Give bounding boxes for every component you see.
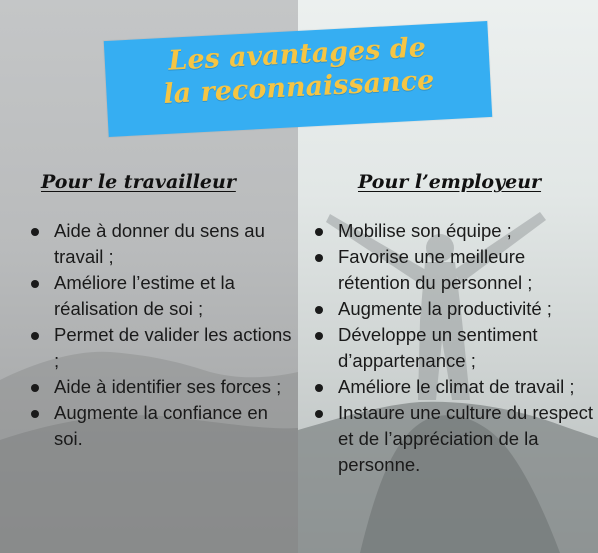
worker-benefits-list: [26, 218, 292, 452]
list-item: Améliore l’estime et la réalisation de soi ;: [26, 270, 292, 322]
list-item: Permet de valider les actions ;: [26, 322, 292, 374]
banner-title-line-2: la reconnaissance: [162, 64, 436, 111]
list-item: Augmente la productivité ;: [310, 296, 596, 322]
list-item: Mobilise son équipe ;: [310, 218, 596, 244]
banner-title-line-1: Les avantages de: [167, 32, 427, 77]
list-item: Développe un sentiment d’appartenance ;: [310, 322, 596, 374]
list-item: Aide à identifier ses forces ;: [26, 374, 292, 400]
list-item: Aide à donner du sens au travail ;: [26, 218, 292, 270]
list-item: Améliore le climat de travail ;: [310, 374, 596, 400]
left-column-title: Pour le travailleur: [41, 171, 236, 193]
list-item: Augmente la confiance en soi.: [26, 400, 292, 452]
list-item: Instaure une culture du respect et de l’appréciation de la personne.: [310, 400, 596, 478]
right-column-title: Pour l’employeur: [358, 171, 542, 193]
list-item: Favorise une meilleure rétention du personnel ;: [310, 244, 596, 296]
employer-benefits-list: [310, 218, 596, 478]
